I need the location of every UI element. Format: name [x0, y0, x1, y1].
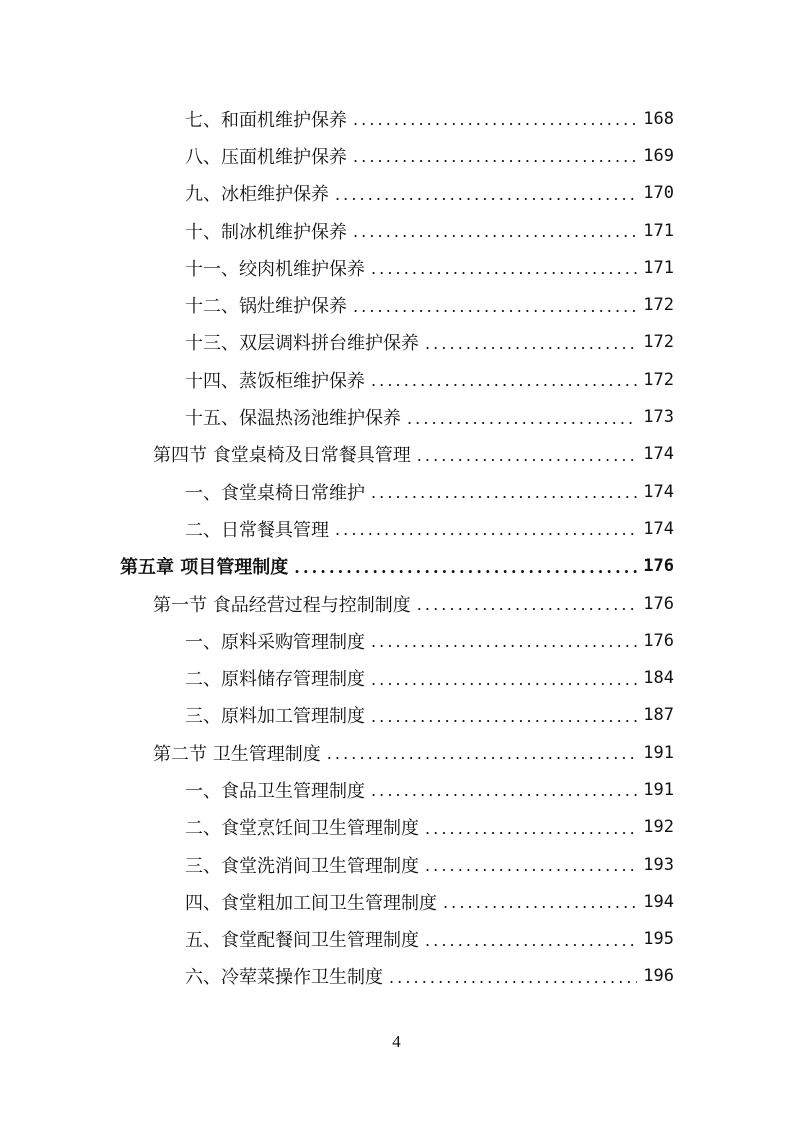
toc-dot-leader — [353, 297, 637, 316]
toc-entry-title: 一、食品卫生管理制度 — [185, 780, 365, 802]
toc-section-entry[interactable] — [0, 585, 793, 622]
toc-dot-leader — [371, 781, 637, 800]
toc-entry-page: 176 — [643, 593, 674, 614]
toc-entry-title: 第四节 食堂桌椅及日常餐具管理 — [153, 445, 411, 467]
toc-dot-leader — [417, 595, 638, 614]
toc-entry-page: 195 — [643, 929, 674, 950]
toc-entry-page: 191 — [643, 742, 674, 763]
toc-entry-page: 174 — [643, 444, 674, 465]
toc-item-entry[interactable] — [0, 958, 793, 995]
toc-item-entry[interactable] — [0, 473, 793, 510]
toc-entry-title: 第二节 卫生管理制度 — [153, 743, 321, 765]
toc-dot-leader — [389, 968, 637, 987]
toc-entry-page: 196 — [643, 966, 674, 987]
toc-entry-page: 171 — [643, 257, 674, 278]
toc-entry-title: 五、食堂配餐间卫生管理制度 — [185, 930, 419, 952]
toc-entry-title: 三、原料加工管理制度 — [185, 706, 365, 728]
toc-entry-title: 第五章 项目管理制度 — [120, 557, 289, 579]
toc-item-entry[interactable] — [0, 846, 793, 883]
toc-dot-leader — [371, 632, 637, 651]
toc-entry-page: 192 — [643, 817, 674, 838]
toc-entry-page: 174 — [643, 481, 674, 502]
toc-dot-leader — [327, 744, 638, 763]
toc-dot-leader — [425, 931, 637, 950]
toc-entry-title: 二、食堂烹饪间卫生管理制度 — [185, 818, 419, 840]
toc-section-entry[interactable] — [0, 734, 793, 771]
toc-dot-leader — [371, 707, 637, 726]
toc-entry-title: 十二、锅灶维护保养 — [185, 296, 347, 318]
toc-item-entry[interactable] — [0, 100, 793, 137]
toc-entry-title: 十四、蒸饭柜维护保养 — [185, 370, 365, 392]
toc-entry-title: 十三、双层调料拼台维护保养 — [185, 333, 419, 355]
toc-entry-page: 191 — [643, 779, 674, 800]
toc-entry-page: 172 — [643, 369, 674, 390]
toc-dot-leader — [353, 110, 637, 129]
toc-entry-title: 九、冰柜维护保养 — [185, 184, 329, 206]
toc-dot-leader — [425, 334, 637, 353]
toc-dot-leader — [425, 819, 637, 838]
toc-entry-page: 194 — [643, 891, 674, 912]
toc-item-entry[interactable] — [0, 622, 793, 659]
toc-item-entry[interactable] — [0, 921, 793, 958]
toc-dot-leader — [407, 409, 637, 428]
toc-entry-page: 184 — [643, 668, 674, 689]
toc-entry-title: 三、食堂洗消间卫生管理制度 — [185, 855, 419, 877]
toc-dot-leader — [425, 856, 637, 875]
toc-entry-title: 十五、保温热汤池维护保养 — [185, 408, 401, 430]
toc-item-entry[interactable] — [0, 659, 793, 696]
toc-entry-title: 一、食堂桌椅日常维护 — [185, 482, 365, 504]
table-of-contents — [0, 100, 793, 995]
toc-entry-page: 171 — [643, 220, 674, 241]
toc-entry-title: 十一、绞肉机维护保养 — [185, 258, 365, 280]
toc-item-entry[interactable] — [0, 249, 793, 286]
toc-dot-leader — [417, 446, 638, 465]
toc-dot-leader — [371, 670, 637, 689]
toc-section-entry[interactable] — [0, 436, 793, 473]
toc-entry-page: 169 — [643, 145, 674, 166]
toc-item-entry[interactable] — [0, 510, 793, 547]
toc-item-entry[interactable] — [0, 137, 793, 174]
toc-item-entry[interactable] — [0, 361, 793, 398]
toc-entry-title: 一、原料采购管理制度 — [185, 631, 365, 653]
toc-item-entry[interactable] — [0, 697, 793, 734]
toc-item-entry[interactable] — [0, 212, 793, 249]
page-number: 4 — [392, 1032, 401, 1051]
toc-dot-leader — [371, 371, 637, 390]
toc-entry-page: 172 — [643, 295, 674, 316]
toc-item-entry[interactable] — [0, 175, 793, 212]
toc-entry-title: 二、日常餐具管理 — [185, 519, 329, 541]
toc-entry-title: 四、食堂粗加工间卫生管理制度 — [185, 892, 437, 914]
toc-dot-leader — [371, 483, 637, 502]
toc-entry-page: 176 — [643, 630, 674, 651]
toc-dot-leader — [371, 259, 637, 278]
toc-item-entry[interactable] — [0, 883, 793, 920]
toc-entry-title: 六、冷荤菜操作卫生制度 — [185, 967, 383, 989]
toc-entry-title: 八、压面机维护保养 — [185, 146, 347, 168]
toc-item-entry[interactable] — [0, 324, 793, 361]
toc-dot-leader — [353, 222, 637, 241]
toc-item-entry[interactable] — [0, 398, 793, 435]
toc-item-entry[interactable] — [0, 771, 793, 808]
toc-dot-leader — [335, 520, 637, 539]
toc-entry-page: 187 — [643, 705, 674, 726]
toc-entry-title: 第一节 食品经营过程与控制制度 — [153, 594, 411, 616]
toc-entry-title: 七、和面机维护保养 — [185, 109, 347, 131]
toc-entry-title: 二、原料储存管理制度 — [185, 669, 365, 691]
toc-item-entry[interactable] — [0, 286, 793, 323]
toc-chapter-entry[interactable] — [0, 548, 793, 585]
toc-entry-page: 173 — [643, 407, 674, 428]
toc-entry-page: 172 — [643, 332, 674, 353]
toc-dot-leader — [335, 185, 637, 204]
toc-dot-leader — [443, 893, 637, 912]
toc-entry-page: 176 — [643, 556, 674, 577]
toc-entry-page: 193 — [643, 854, 674, 875]
toc-dot-leader — [294, 558, 637, 577]
toc-entry-page: 174 — [643, 518, 674, 539]
toc-entry-page: 168 — [643, 108, 674, 129]
toc-item-entry[interactable] — [0, 809, 793, 846]
toc-entry-page: 170 — [643, 183, 674, 204]
toc-dot-leader — [353, 147, 637, 166]
toc-entry-title: 十、制冰机维护保养 — [185, 221, 347, 243]
